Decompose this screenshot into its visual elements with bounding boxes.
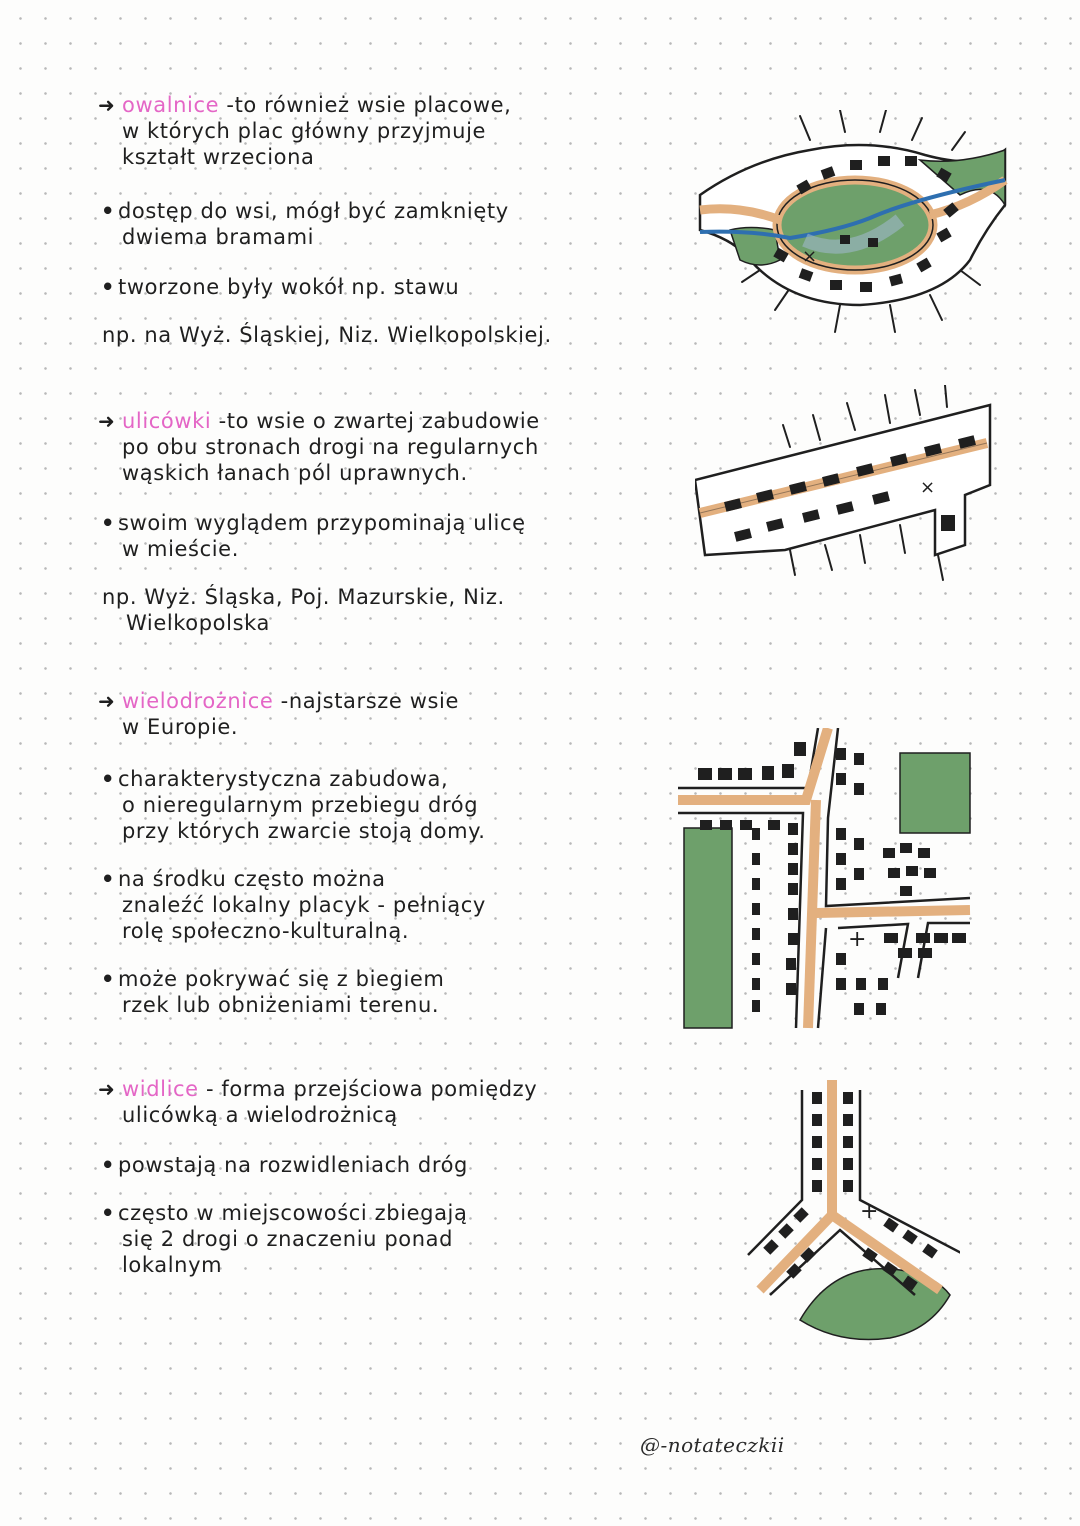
term-wielodroznice: wielodrożnice (122, 689, 274, 713)
bullet-item: • swoim wyglądem przypominają ulicę w mieście. (98, 510, 688, 562)
term-owalnice: owalnice (122, 93, 220, 117)
example-text: np. na Wyż. Śląskiej, Niz. Wielkopolskiej. (102, 323, 552, 347)
bullet-item: • może pokrywać się z biegiem rzek lub obniżeniami terenu. (98, 966, 688, 1018)
bullet-icon: • (100, 867, 116, 891)
bullet-item: • często w miejscowości zbiegają się 2 drogi o znaczeniu ponad lokalnym (98, 1200, 688, 1278)
arrow-icon: ➜ (98, 1077, 116, 1101)
svg-text:×: × (802, 246, 818, 267)
definition-owalnice: ➜ owalnice -to również wsie placowe, w których plac główny przyjmuje kształt wrzeciona (98, 93, 512, 169)
section-ulicowki (98, 408, 688, 636)
definition-wielodroznice: ➜ wielodrożnice -najstarsze wsie w Europie. (98, 689, 459, 739)
section-wielodroznice (98, 688, 688, 1018)
svg-text:+: + (860, 1199, 879, 1224)
owalnica-illustration (690, 110, 1010, 340)
bullet-item: • dostęp do wsi, mógł być zamknięty dwiema bramami (98, 198, 688, 250)
ulicowka-illustration (695, 385, 995, 595)
bullet-icon: • (100, 767, 116, 791)
bullet-icon: • (100, 199, 116, 223)
bullet-icon: • (100, 275, 116, 299)
definition-ulicowki: ➜ ulicówki -to wsie o zwartej zabudowie po obu stronach drogi na regularnych wąskich łanach pól uprawnych. (98, 409, 540, 485)
bullet-item: • charakterystyczna zabudowa, o nieregularnym przebiegu dróg przy których zwarcie stoją domy. (98, 766, 688, 844)
bullet-icon: • (100, 967, 116, 991)
arrow-icon: ➜ (98, 689, 116, 713)
wielodroznica-illustration (678, 728, 988, 1033)
arrow-icon: ➜ (98, 409, 116, 433)
svg-text:×: × (920, 477, 936, 498)
bullet-icon: • (100, 1201, 116, 1225)
bullet-item: • tworzone były wokół np. stawu (98, 274, 688, 300)
bullet-item: • na środku często można znaleźć lokalny placyk - pełniący rolę społeczno-kulturalną. (98, 866, 688, 944)
bullet-icon: • (100, 1153, 116, 1177)
bullet-item: • powstają na rozwidleniach dróg (98, 1152, 688, 1178)
signature: @-notateczkii (640, 1433, 785, 1457)
arrow-icon: ➜ (98, 93, 116, 117)
example-text: np. Wyż. Śląska, Poj. Mazurskie, Niz. Wielkopolska (102, 585, 505, 635)
widlica-illustration (740, 1080, 960, 1345)
section-owalnice (98, 92, 688, 348)
section-widlice (98, 1076, 688, 1278)
bullet-icon: • (100, 511, 116, 535)
term-ulicowki: ulicówki (122, 409, 212, 433)
svg-text:+: + (848, 927, 867, 952)
definition-widlice: ➜ widlice - forma przejściowa pomiędzy ulicówką a wielodrożnicą (98, 1077, 538, 1127)
term-widlice: widlice (122, 1077, 199, 1101)
